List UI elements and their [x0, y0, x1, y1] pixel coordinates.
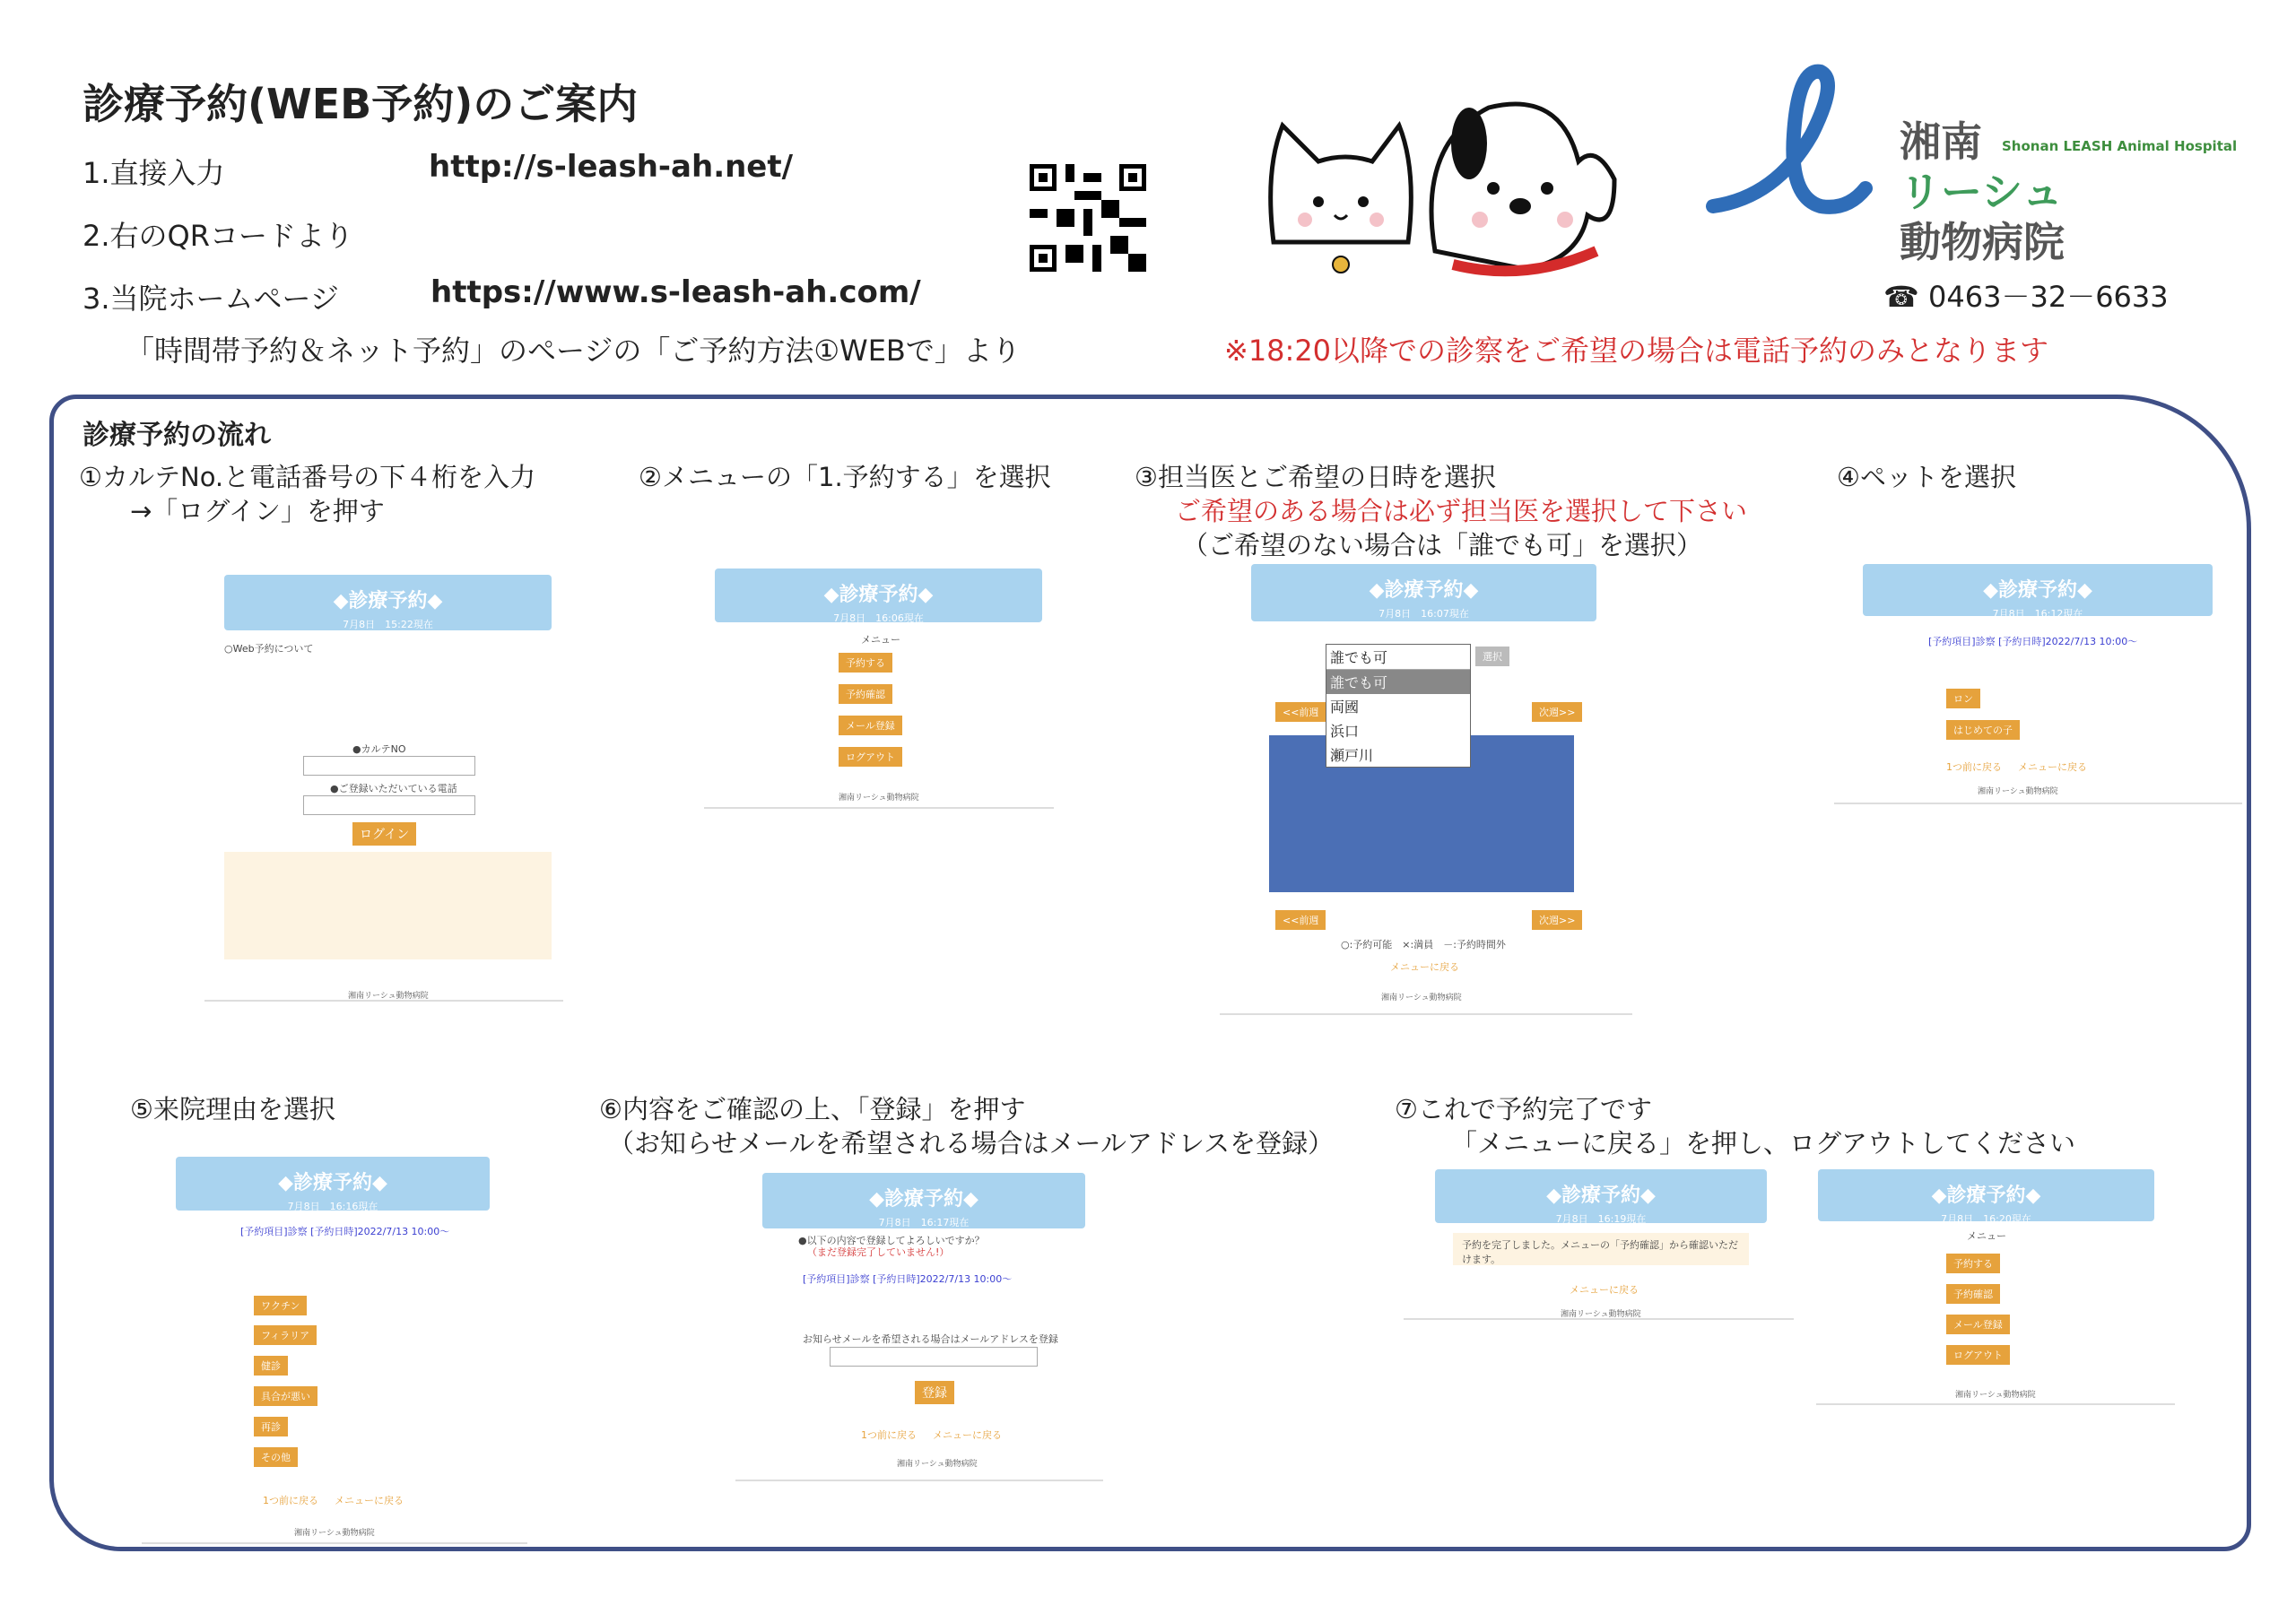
- step3c-text: （ご希望のない場合は「誰でも可」を選択）: [1182, 530, 1703, 560]
- method3-url[interactable]: https://www.s-leash-ah.com/: [430, 274, 921, 310]
- menu-confirm-button[interactable]: 予約確認: [839, 684, 892, 704]
- hospital-logo-icon: [1704, 63, 1874, 224]
- doctor-option[interactable]: 誰でも可: [1326, 670, 1470, 694]
- next-week-button-bottom[interactable]: 次週>>: [1532, 910, 1582, 930]
- reason-option-button[interactable]: 健診: [254, 1356, 288, 1376]
- register-button[interactable]: 登録: [915, 1381, 954, 1404]
- logo-name-line1: 湘南: [1900, 117, 1982, 166]
- reason-option-button[interactable]: ワクチン: [254, 1296, 307, 1315]
- menu-logout-button[interactable]: ログアウト: [839, 747, 902, 767]
- reason-option-button[interactable]: その他: [254, 1447, 298, 1467]
- logout-menu-screen-shot: ◆診療予約◆ 7月8日 16:20現在 メニュー 予約する 予約確認 メール登録 ログアウト 湘南リーシュ動物病院: [1816, 1166, 2175, 1405]
- back-menu-link[interactable]: メニューに戻る: [933, 1429, 1002, 1441]
- logo-english: Shonan LEASH Animal Hospital: [2002, 138, 2238, 154]
- back-one-link[interactable]: 1つ前に戻る: [263, 1495, 318, 1506]
- method3-note: 「時間帯予約＆ネット予約」のページの「ご予約方法①WEBで」より: [126, 334, 1021, 368]
- reason-option-button[interactable]: 再診: [254, 1417, 288, 1436]
- menu-reserve-button[interactable]: 予約する: [1946, 1254, 2000, 1273]
- login-screen-shot: ◆診療予約◆ 7月8日 15:22現在 ○Web予約について ●カルテNO ●ご登録いただいている電話 ログイン 湘南リーシュ動物病院: [204, 569, 563, 1002]
- mail-address-input[interactable]: [830, 1347, 1038, 1367]
- step4-text: ④ペットを選択: [1837, 462, 2016, 492]
- logo-name-line2: リーシュ: [1900, 168, 2064, 216]
- shot-header: ◆診療予約◆ 7月8日 15:22現在: [224, 575, 552, 630]
- reason-screen-shot: ◆診療予約◆ 7月8日 16:16現在 [予約項目]診察 [予約日時]2022/7/13 10:00～ ワクチン フィラリア 健診 具合が悪い 再診 その他 1つ前に戻る メニューに戻る 湘南リーシュ動物病院: [142, 1157, 527, 1544]
- reason-option-button[interactable]: フィラリア: [254, 1325, 317, 1345]
- schedule-screen-shot: ◆診療予約◆ 7月8日 16:07現在 選択 <<前週 次週>> <<前週 次週>> ○:予約可能 ×:満員 －:予約時間外 メニューに戻る 湘南リーシュ動物病院: [1220, 560, 1632, 1015]
- page-title: 診療予約(WEB予約)のご案内: [83, 80, 639, 128]
- doctor-option[interactable]: 瀬戸川: [1330, 747, 1374, 764]
- menu-reserve-button[interactable]: 予約する: [839, 653, 892, 673]
- card-number-input[interactable]: [303, 756, 475, 776]
- step7-text: ⑦これで予約完了です: [1395, 1094, 1652, 1124]
- back-one-link[interactable]: 1つ前に戻る: [1946, 761, 2002, 773]
- menu-mail-button[interactable]: メール登録: [1946, 1315, 2010, 1334]
- cat-dog-illustration-icon: [1256, 90, 1632, 296]
- menu-mail-button[interactable]: メール登録: [839, 716, 902, 735]
- login-button[interactable]: ログイン: [352, 822, 416, 846]
- info-box: [224, 852, 552, 959]
- back-menu-link[interactable]: メニューに戻る: [1570, 1284, 1639, 1296]
- step6-text: ⑥内容をご確認の上、「登録」を押す: [599, 1094, 1026, 1124]
- step2-text: ②メニューの「1.予約する」を選択: [639, 462, 1051, 492]
- back-menu-link[interactable]: メニューに戻る: [1390, 961, 1459, 973]
- phone-last4-input[interactable]: [303, 795, 475, 815]
- confirm-screen-shot: ◆診療予約◆ 7月8日 16:17現在 ●以下の内容で登録してよろしいですか？ （まだ登録完了していません!） [予約項目]診察 [予約日時]2022/7/13 10:00～ お知らせメールを希望される場合はメールアドレスを登録 登録 1つ前に戻る メニューに戻る 湘南リーシュ動物病院: [735, 1166, 1103, 1481]
- select-doctor-button[interactable]: 選択: [1475, 647, 1509, 666]
- notice-text: ※18:20以降での診察をご希望の場合は電話予約のみとなります: [1224, 334, 2049, 368]
- back-menu-link[interactable]: メニューに戻る: [335, 1495, 404, 1506]
- pet-option-button[interactable]: ロン: [1946, 689, 1980, 708]
- method3-label: 3.当院ホームページ: [83, 282, 339, 316]
- logo-name-line3: 動物病院: [1900, 218, 2065, 266]
- qr-code-icon[interactable]: [1030, 164, 1146, 272]
- reason-option-button[interactable]: 具合が悪い: [254, 1386, 317, 1406]
- method1-url[interactable]: http://s-leash-ah.net/: [429, 149, 794, 185]
- step1-text: ①カルテNo.と電話番号の下４桁を入力: [79, 462, 536, 492]
- doctor-select-value[interactable]: 誰でも可: [1326, 645, 1470, 670]
- back-menu-link[interactable]: メニューに戻る: [2018, 761, 2087, 773]
- pet-option-button[interactable]: はじめての子: [1946, 720, 2020, 740]
- prev-week-button[interactable]: <<前週: [1275, 702, 1326, 722]
- step6b-text: （お知らせメールを希望される場合はメールアドレスを登録）: [608, 1128, 1335, 1159]
- menu-screen-shot: ◆診療予約◆ 7月8日 16:06現在 メニュー 予約する 予約確認 メール登録 ログアウト 湘南リーシュ動物病院: [704, 565, 1054, 809]
- method1-label: 1.直接入力: [83, 156, 225, 190]
- menu-logout-button[interactable]: ログアウト: [1946, 1345, 2010, 1365]
- back-one-link[interactable]: 1つ前に戻る: [861, 1429, 917, 1441]
- pet-screen-shot: ◆診療予約◆ 7月8日 16:12現在 [予約項目]診察 [予約日時]2022/7/13 10:00～ ロン はじめての子 1つ前に戻る メニューに戻る 湘南リーシュ動物病院: [1834, 560, 2242, 804]
- completed-screen-shot: ◆診療予約◆ 7月8日 16:19現在 予約を完了しました。メニューの「予約確認」から確認いただけます。 メニューに戻る 湘南リーシュ動物病院: [1404, 1166, 1794, 1320]
- method2-label: 2.右のQRコードより: [83, 219, 353, 253]
- next-week-button[interactable]: 次週>>: [1532, 702, 1582, 722]
- doctor-dropdown[interactable]: [1326, 644, 1471, 768]
- doctor-option[interactable]: 浜口: [1330, 723, 1360, 740]
- step3-text: ③担当医とご希望の日時を選択: [1135, 462, 1496, 492]
- step7b-text: 「メニューに戻る」を押し、ログアウトしてください: [1451, 1128, 2076, 1159]
- phone-number: ☎ 0463－32－6633: [1883, 280, 2169, 314]
- step5-text: ⑤来院理由を選択: [130, 1094, 335, 1124]
- doctor-option[interactable]: 両國: [1330, 699, 1360, 716]
- menu-confirm-button[interactable]: 予約確認: [1946, 1284, 2000, 1304]
- flow-heading: 診療予約の流れ: [83, 420, 271, 451]
- step1b-text: →「ログイン」を押す: [130, 496, 385, 526]
- prev-week-button-bottom[interactable]: <<前週: [1275, 910, 1326, 930]
- step3b-text: ご希望のある場合は必ず担当医を選択して下さい: [1175, 496, 1748, 526]
